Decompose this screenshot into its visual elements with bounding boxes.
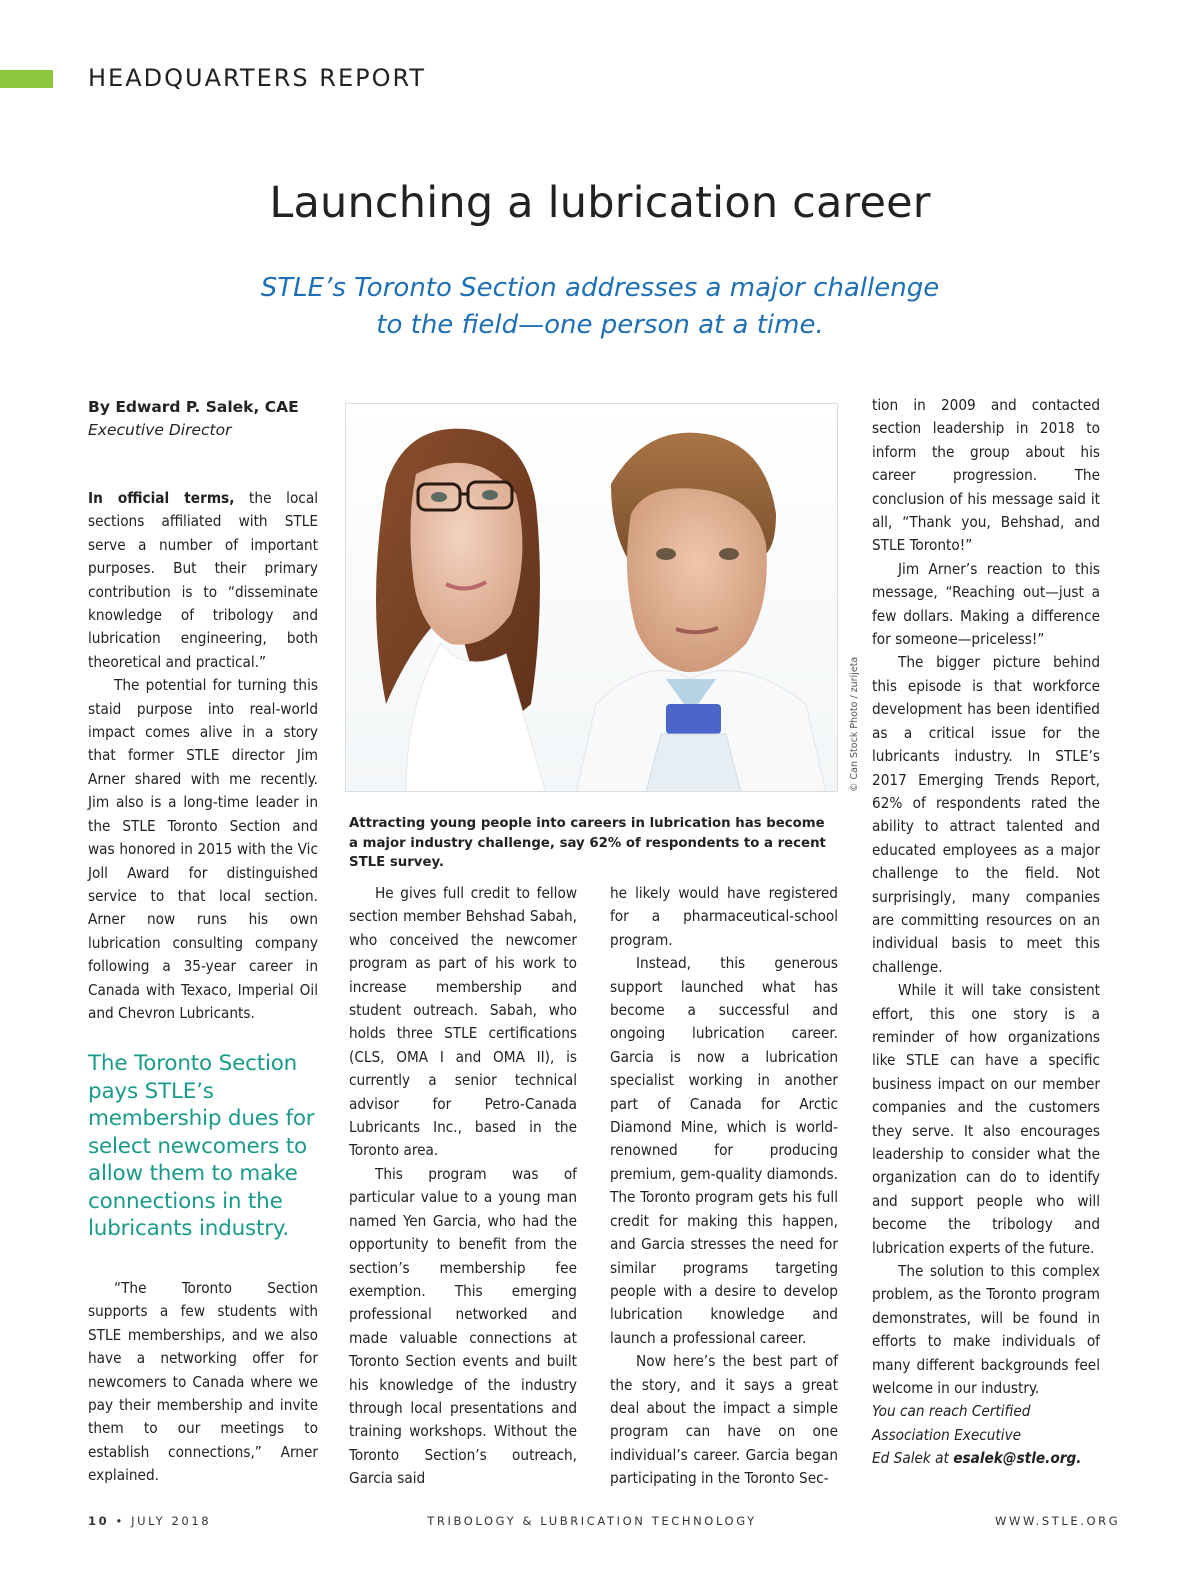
photo-credit: [838, 656, 860, 792]
column-1: [88, 487, 318, 1025]
paragraph: While it will take consistent effort, this one story is a reminder of how organizations like STLE can have a specific business impact on our member companies and the customers they serve. It also encourages leadership to consider what the organization can do to identify and support people who will become the tribology and lubrication experts of the future.: [872, 981, 1100, 1257]
subtitle-line: STLE’s Toronto Section addresses a major challenge: [260, 273, 940, 303]
paragraph: Instead, this generous support launched what has become a successful and ongoing lubrication career. Garcia is now a lubrication specialist working in another part of Canada for Arctic Diamond Mine, which is world-renowned for producing premium, gem-quality diamonds. The Toronto program gets his full credit for making this happen, and Garcia stresses the need for similar programs targeting people with a desire to develop lubrication knowledge and launch a professional career.: [610, 954, 838, 1347]
paragraph: The bigger picture behind this episode is that workforce development has been identified as a critical issue for the lubricants industry. In STLE’s 2017 Emerging Trends Report, 62% of respondents rated the ability to attract talented and educated employees as a major challenge to the field. Not surprisingly, many companies are committing resources on an individual basis to meet this challenge.: [872, 653, 1100, 976]
issue-date: JULY 2018: [131, 1514, 212, 1528]
paragraph: [88, 487, 318, 674]
paragraph: The potential for turning this staid purpose into real-world impact comes alive in a story that former STLE director Jim Arner shared with me recently. Jim also is a long-time leader in the STLE Toronto Section and was honored in 2015 with the Vic Joll Award for distinguished service to that local section. Arner now runs his own lubrication consulting company following a 35-year career in Canada with Texaco, Imperial Oil and Chevron Lubricants.: [88, 676, 318, 1022]
photo-caption: Attracting young people into careers in lubrication has become a major industry challenge, say 62% of respondents to a recent STLE survey.: [349, 816, 826, 870]
lead-in: In official terms,: [88, 489, 235, 507]
paragraph: “The Toronto Section supports a few students with STLE memberships, and we also have a networking offer for newcomers to Canada where we pay their membership and invite them to our meetings to establish connections,” Arner explained.: [88, 1279, 318, 1485]
paragraph: tion in 2009 and contacted section leadership in 2018 to inform the group about his career progression. The conclusion of his message said it all, “Thank you, Behshad, and STLE Toronto!”: [872, 396, 1100, 555]
paragraph: The solution to this complex problem, as the Toronto program demonstrates, will be found in efforts to make individuals of many different backgrounds feel welcome in our industry.: [872, 1262, 1100, 1398]
byline: [88, 396, 328, 443]
footer-publication: TRIBOLOGY & LUBRICATION TECHNOLOGY: [427, 1514, 757, 1528]
author-role: Executive Director: [88, 421, 232, 440]
lead-paragraph-text: the local sections affiliated with STLE serve a number of important purposes. But their primary contribution is to “disseminate knowledge of tribology and lubrication engineering, both theoretical and practical.”: [88, 489, 318, 671]
section-accent-bar: [0, 70, 53, 88]
paragraph: Jim Arner’s reaction to this message, “Reaching out—just a few dollars. Making a difference for someone—priceless!”: [872, 559, 1100, 649]
footer-website[interactable]: WWW.STLE.ORG: [995, 1514, 1121, 1528]
column-1-continued: [88, 1277, 318, 1488]
author-name: By Edward P. Salek, CAE: [88, 398, 299, 416]
article-title: Launching a lubrication career: [269, 178, 931, 228]
contact-line: Ed Salek at: [872, 1449, 954, 1468]
paragraph: he likely would have registered for a pharmaceutical-school program.: [610, 884, 838, 949]
column-2: [349, 882, 577, 1491]
paragraph: Now here’s the best part of the story, and it says a great deal about the impact a simple program can have on one individual’s career. Garcia began participating in the Toronto Sec-: [610, 1352, 838, 1488]
footer-separator: •: [115, 1514, 125, 1528]
pull-quote: The Toronto Section pays STLE’s membership dues for select newcomers to allow them to make connections in the lubricants industry.: [88, 1051, 315, 1241]
contact-line: Association Executive: [872, 1425, 1022, 1444]
subtitle-line: to the field—one person at a time.: [376, 310, 824, 340]
column-4: [872, 394, 1100, 1471]
article-subtitle: [0, 270, 1200, 344]
column-3: [610, 882, 838, 1491]
photo-illustration: [346, 404, 838, 792]
paragraph: This program was of particular value to a young man named Yen Garcia, who had the opportunity to benefit from the section’s membership fee exemption. This emerging professional networked and made valuable connections at Toronto Section events and built his knowledge of the industry through local presentations and training workshops. Without the Toronto Section’s outreach, Garcia said: [349, 1164, 577, 1488]
article-photo: [345, 403, 838, 792]
contact-email[interactable]: esalek@stle.org.: [953, 1449, 1082, 1468]
contact-line: You can reach Certified: [872, 1402, 1031, 1421]
photo-credit-text: © Can Stock Photo / zurijeta: [849, 656, 860, 792]
contact-info: [872, 1400, 1100, 1470]
page-number: 10: [88, 1514, 110, 1528]
section-label: HEADQUARTERS REPORT: [88, 64, 427, 92]
paragraph: He gives full credit to fellow section member Behshad Sabah, who conceived the newcomer program as part of his work to increase membership and student outreach. Sabah, who holds three STLE certifications (CLS, OMA I and OMA II), is currently a senior technical advisor for Petro-Canada Lubricants Inc., based in the Toronto area.: [349, 884, 577, 1160]
